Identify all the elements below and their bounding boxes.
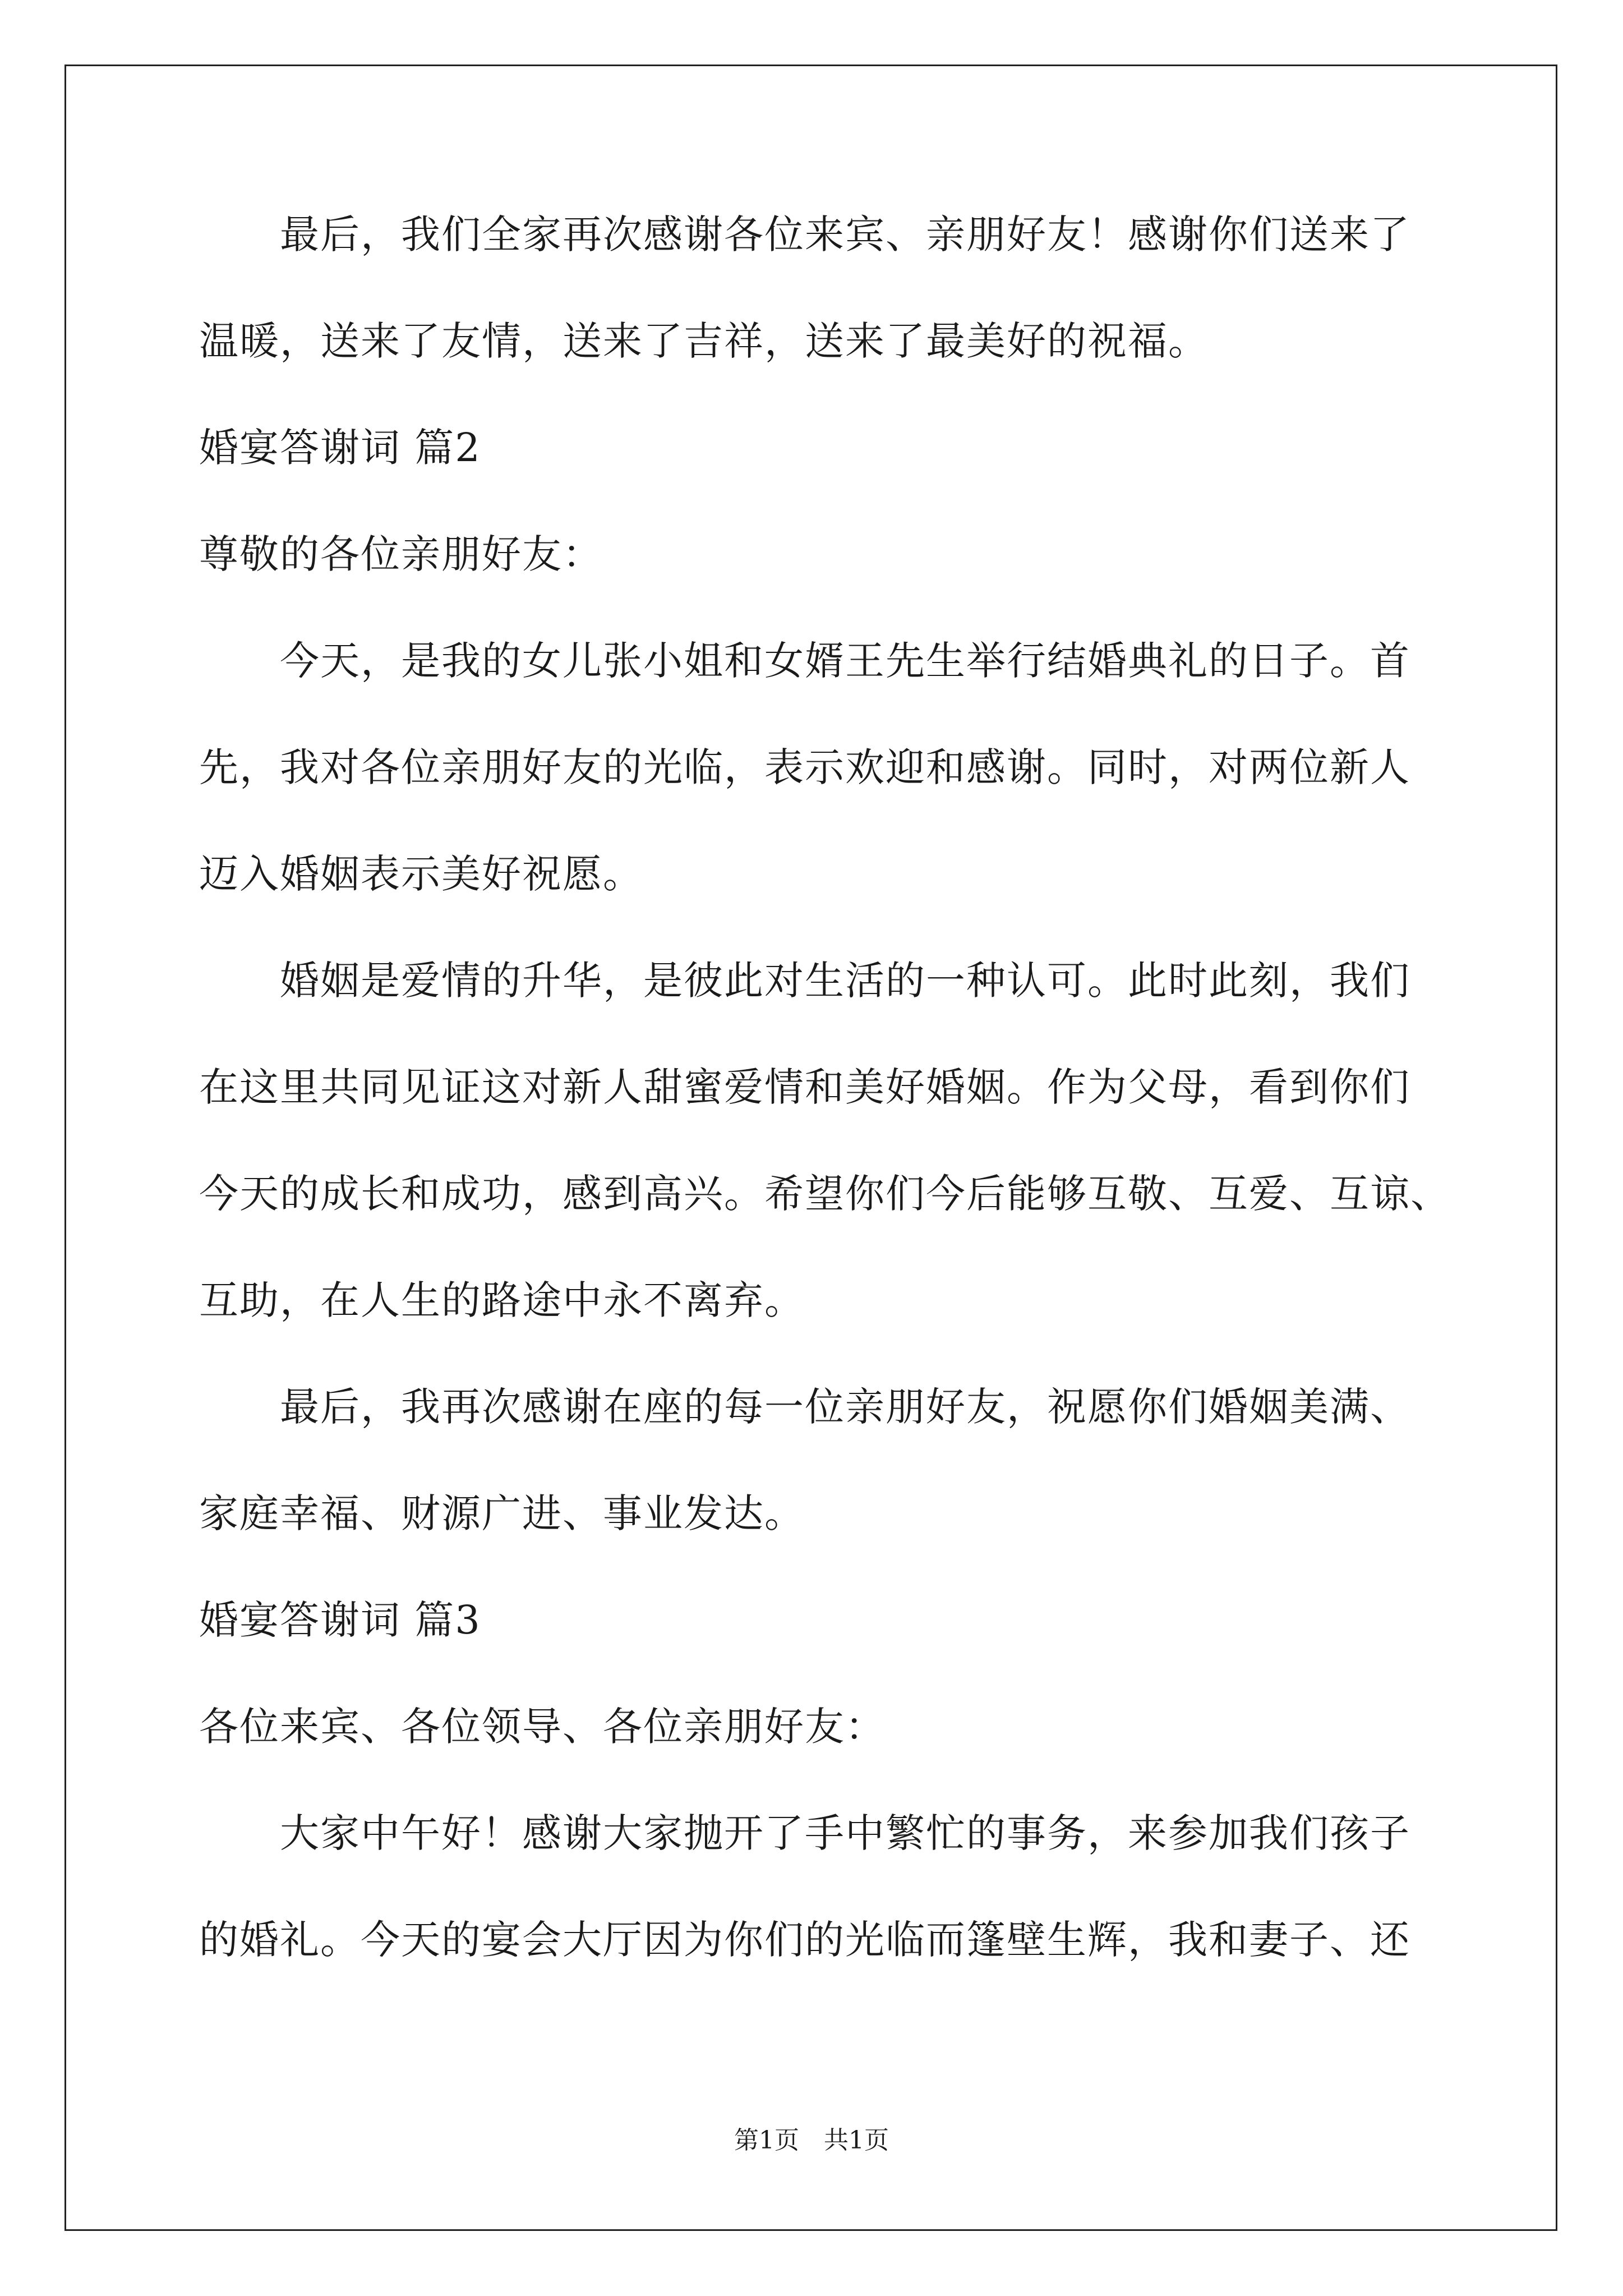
section-heading: 婚宴答谢词 篇2 (199, 425, 481, 471)
paragraph-line: 最后，我再次感谢在座的每一位亲朋好友，祝愿你们婚姻美满、 (199, 1384, 1410, 1430)
page-footer: 第1页 共1页 (734, 2126, 889, 2155)
paragraph-line: 家庭幸福、财源广进、事业发达。 (199, 1490, 805, 1536)
section-heading: 婚宴答谢词 篇3 (199, 1597, 481, 1643)
paragraph-line: 大家中午好！感谢大家抛开了手中繁忙的事务，来参加我们孩子 (199, 1810, 1410, 1856)
paragraph-line: 互助，在人生的路途中永不离弃。 (199, 1277, 805, 1323)
page-border (64, 65, 1557, 2231)
paragraph-line: 先，我对各位亲朋好友的光临，表示欢迎和感谢。同时，对两位新人 (199, 744, 1410, 790)
paragraph-line: 迈入婚姻表示美好祝愿。 (199, 851, 643, 897)
paragraph-line: 在这里共同见证这对新人甜蜜爱情和美好婚姻。作为父母，看到你们 (199, 1064, 1410, 1110)
salutation-line: 各位来宾、各位领导、各位亲朋好友： (199, 1704, 886, 1750)
paragraph-line: 温暖，送来了友情，送来了吉祥，送来了最美好的祝福。 (199, 318, 1209, 364)
paragraph-line: 今天，是我的女儿张小姐和女婿王先生举行结婚典礼的日子。首 (199, 638, 1410, 684)
paragraph-line: 今天的成长和成功，感到高兴。希望你们今后能够互敬、互爱、互谅、 (199, 1171, 1451, 1217)
paragraph-line: 的婚礼。今天的宴会大厅因为你们的光临而篷壁生辉，我和妻子、还 (199, 1917, 1410, 1963)
salutation-line: 尊敬的各位亲朋好友： (199, 531, 603, 577)
paragraph-line: 最后，我们全家再次感谢各位来宾、亲朋好友！感谢你们送来了 (199, 211, 1410, 257)
paragraph-line: 婚姻是爱情的升华，是彼此对生活的一种认可。此时此刻，我们 (199, 958, 1410, 1004)
